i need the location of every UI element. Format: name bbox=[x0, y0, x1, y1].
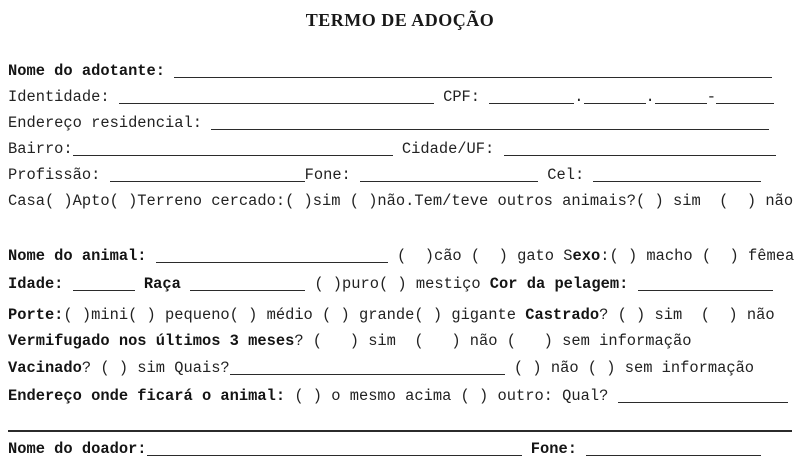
field-text: :( ) macho ( ) fêmea bbox=[600, 247, 795, 265]
field-label: exo bbox=[572, 247, 601, 265]
field-label: Castrado bbox=[525, 306, 600, 324]
page-title: TERMO DE ADOÇÃO bbox=[305, 10, 495, 30]
blank-line bbox=[73, 155, 393, 156]
field-text: . bbox=[645, 88, 655, 106]
field-text: ( ) o mesmo acima ( ) outro: Qual? bbox=[294, 387, 618, 405]
field-text: ( )puro( ) mestiço bbox=[305, 275, 490, 293]
blank-line bbox=[638, 290, 773, 291]
field-text: . bbox=[574, 88, 584, 106]
blank-line bbox=[586, 455, 761, 456]
field-label: Porte: bbox=[8, 306, 64, 324]
residential-address bbox=[8, 110, 794, 136]
district-city bbox=[8, 136, 794, 162]
blank-line bbox=[489, 103, 574, 104]
identity-cpf bbox=[8, 84, 794, 110]
field-label: Nome do animal: bbox=[8, 247, 156, 265]
housing-other-animals bbox=[8, 188, 794, 214]
blank-line bbox=[174, 77, 772, 78]
blank-line bbox=[110, 181, 305, 182]
field-text: Casa( )Apto( )Terreno cercado:( )sim ( )não.Tem/teve outros animais?( ) sim ( ) não bbox=[8, 192, 794, 210]
field-text: ? ( ) sim ( ) não bbox=[599, 306, 775, 324]
blank-line bbox=[211, 129, 769, 130]
field-text: Bairro: bbox=[8, 140, 73, 158]
size-neutered bbox=[8, 302, 794, 328]
field-label: Cor da pelagem: bbox=[489, 275, 638, 293]
blank-line bbox=[190, 290, 305, 291]
blank-line bbox=[119, 103, 434, 104]
field-text: CPF: bbox=[433, 88, 490, 106]
blank-line bbox=[593, 181, 761, 182]
blank-line bbox=[73, 290, 135, 291]
field-text: Cidade/UF: bbox=[392, 140, 504, 158]
field-label: Nome do doador: bbox=[8, 440, 147, 458]
field-text: S bbox=[563, 247, 573, 265]
dewormed bbox=[8, 328, 794, 354]
profession-phones bbox=[8, 162, 794, 188]
blank-line bbox=[156, 262, 388, 263]
field-text: Identidade: bbox=[8, 88, 119, 106]
field-text: Endereço residencial: bbox=[8, 114, 212, 132]
field-text: ( )mini( ) pequeno( ) médio ( ) grande( ) gigante bbox=[63, 306, 526, 324]
blank-line bbox=[230, 374, 505, 375]
field-text: ? ( ) sim Quais? bbox=[81, 359, 230, 377]
vaccinated bbox=[8, 355, 794, 381]
adopter-name bbox=[8, 58, 794, 84]
field-text: - bbox=[706, 88, 717, 106]
blank-line bbox=[360, 181, 538, 182]
form-lines bbox=[0, 58, 800, 462]
blank-line bbox=[147, 455, 522, 456]
field-label: Vermifugado nos últimos 3 meses bbox=[8, 332, 295, 350]
field-text: ( ) não ( ) sem informação bbox=[504, 359, 755, 377]
animal-future-address bbox=[8, 383, 794, 409]
field-text: ? ( ) sim ( ) não ( ) sem informação bbox=[294, 332, 692, 350]
field-text: Profissão: bbox=[8, 166, 110, 184]
field-label: Fone: bbox=[521, 440, 587, 458]
field-label: Vacinado bbox=[8, 359, 82, 377]
field-label: Nome do adotante: bbox=[8, 62, 175, 80]
blank-line bbox=[655, 103, 707, 104]
field-label: Raça bbox=[134, 275, 191, 293]
age-breed-coat bbox=[8, 271, 794, 297]
blank-line bbox=[504, 155, 776, 156]
field-text: Cel: bbox=[538, 166, 594, 184]
donor-name-phone bbox=[8, 436, 794, 462]
animal-name-species-sex bbox=[8, 243, 794, 269]
section-divider bbox=[8, 430, 792, 432]
field-text: Fone: bbox=[304, 166, 361, 184]
field-text: ( )cão ( ) gato bbox=[387, 247, 564, 265]
blank-line bbox=[716, 103, 774, 104]
blank-line bbox=[584, 103, 646, 104]
field-label: Idade: bbox=[8, 275, 73, 293]
field-label: Endereço onde ficará o animal: bbox=[8, 387, 295, 405]
blank-line bbox=[618, 402, 788, 403]
